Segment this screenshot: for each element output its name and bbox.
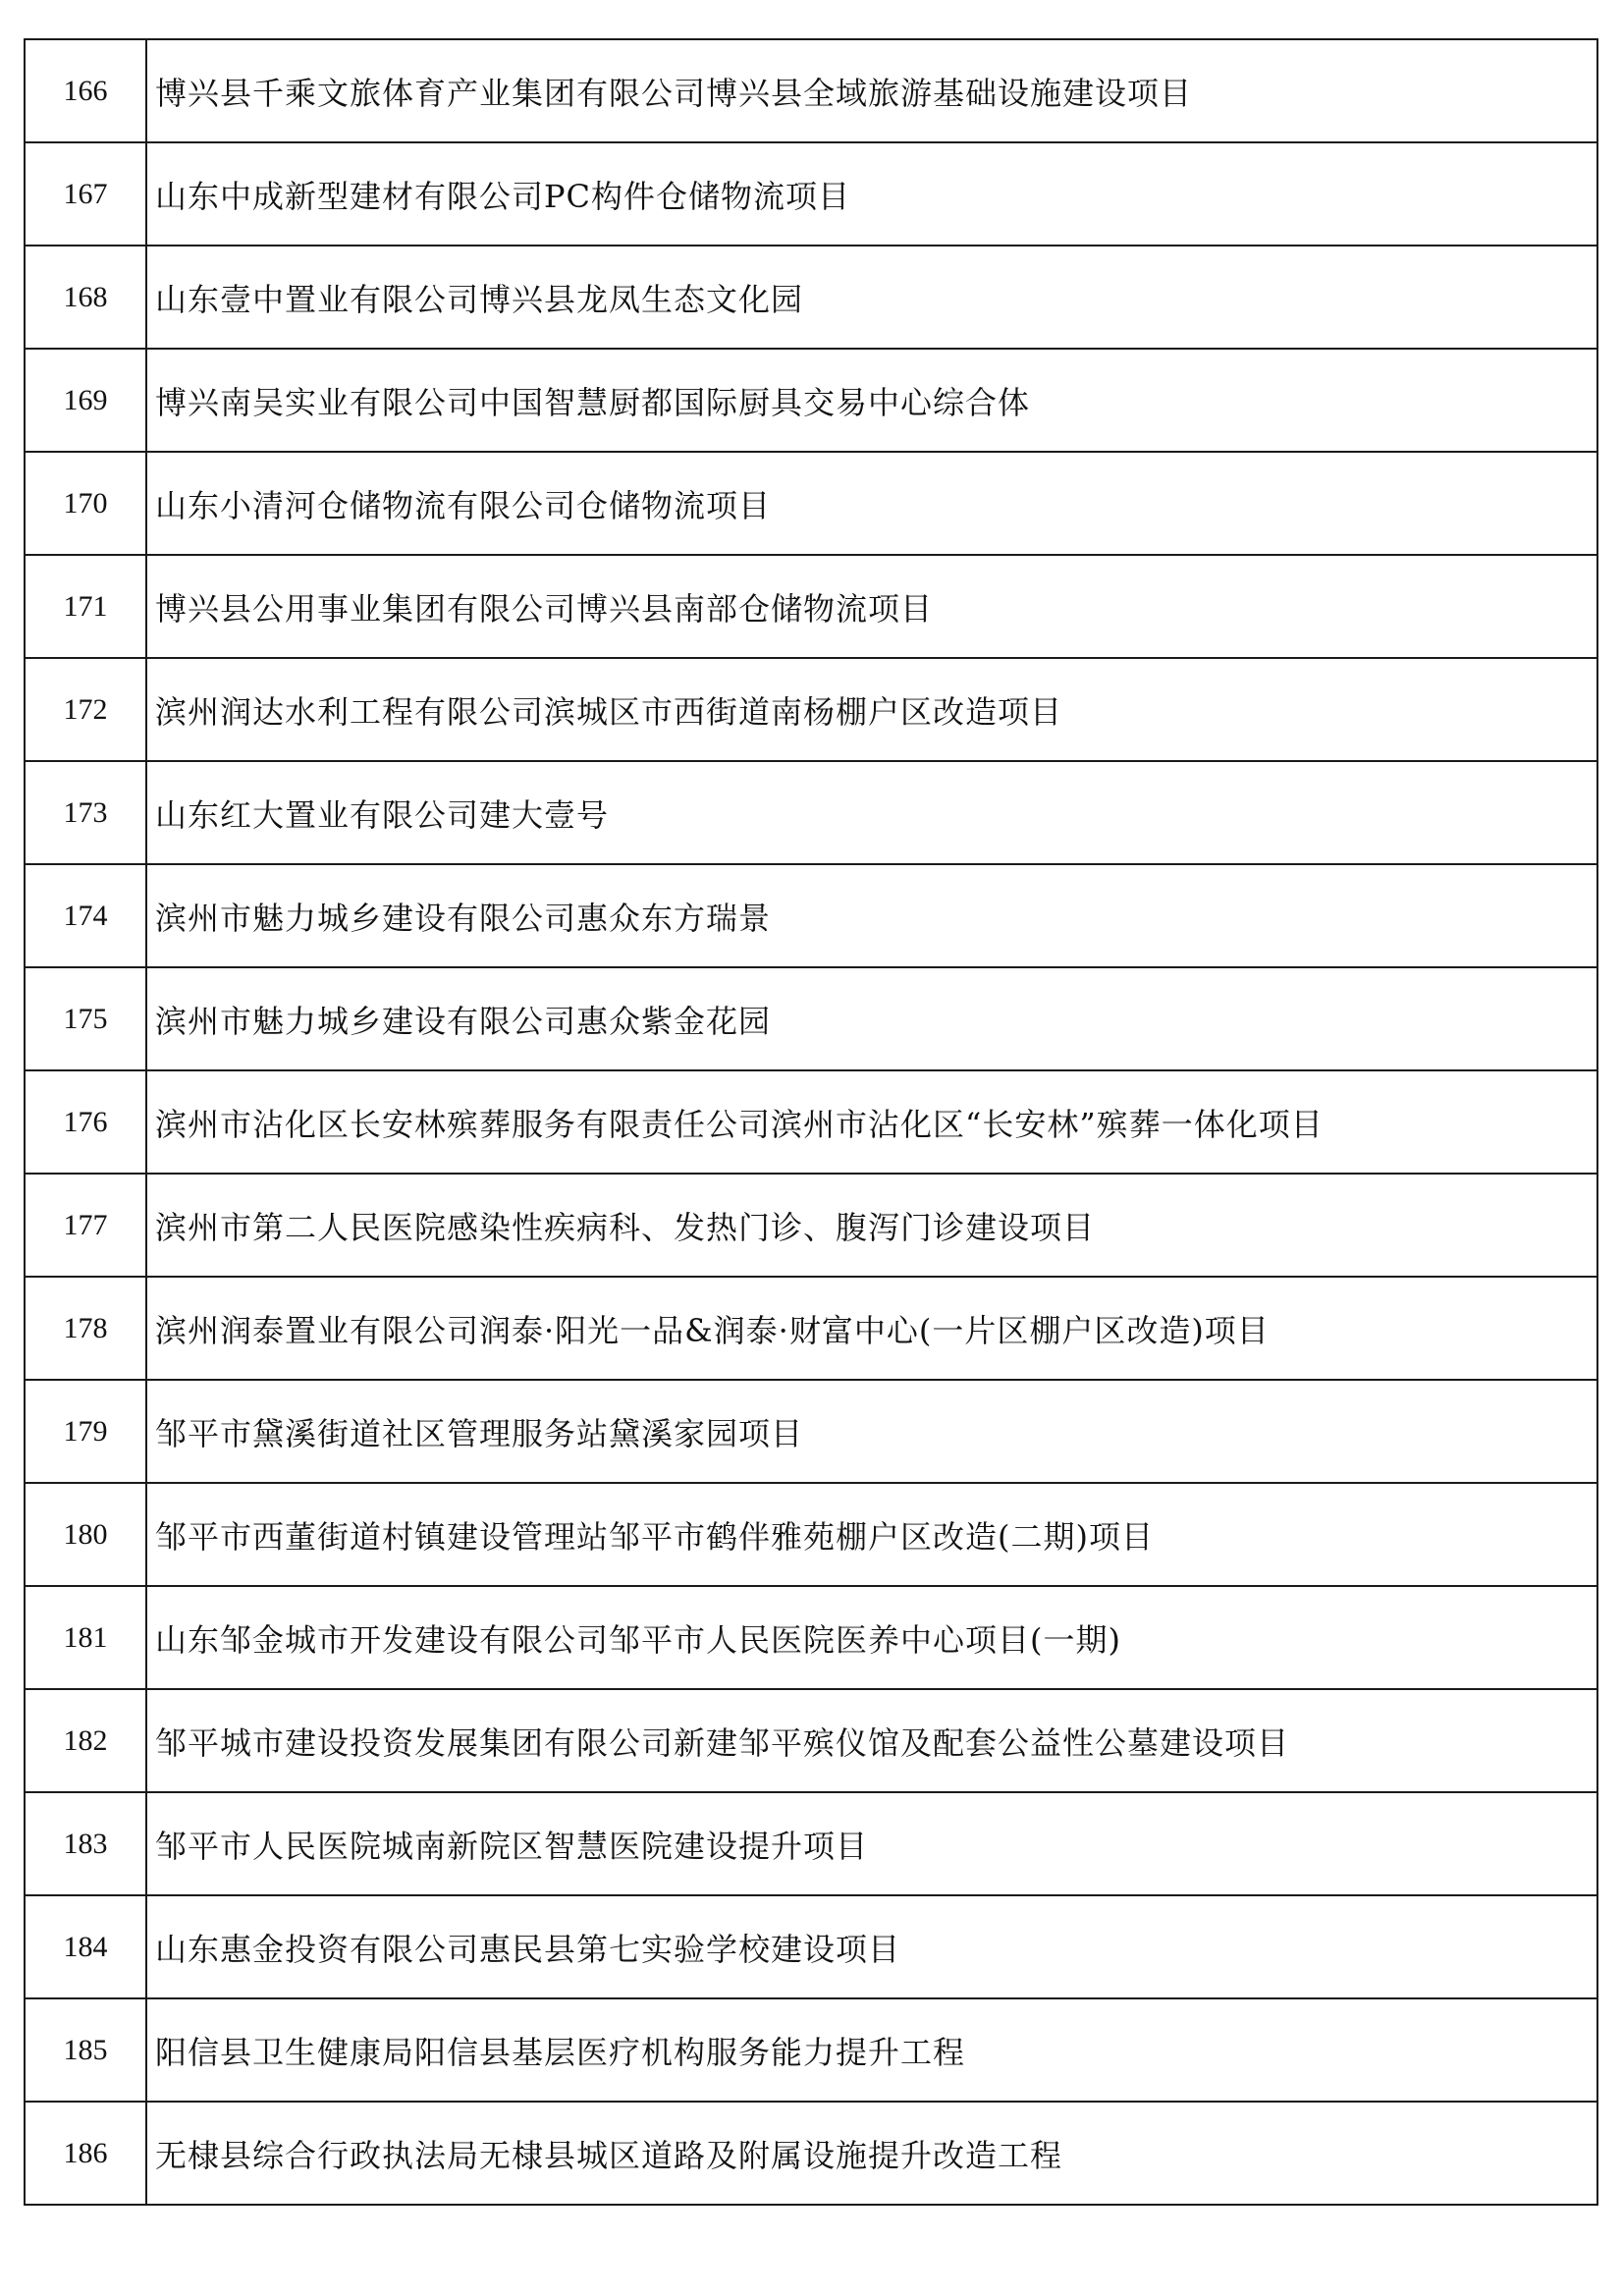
table-row — [25, 1070, 1597, 1174]
project-name-cell: 博兴县公用事业集团有限公司博兴县南部仓储物流项目 — [146, 555, 1597, 658]
row-number-cell: 183 — [25, 1792, 146, 1895]
table-row — [25, 1483, 1597, 1586]
table-row — [25, 2102, 1597, 2205]
project-name-cell: 邹平市人民医院城南新院区智慧医院建设提升项目 — [146, 1792, 1597, 1895]
project-table-container — [24, 38, 1598, 2206]
project-name-cell: 滨州市魅力城乡建设有限公司惠众紫金花园 — [146, 967, 1597, 1070]
project-name-cell: 邹平市黛溪街道社区管理服务站黛溪家园项目 — [146, 1380, 1597, 1483]
table-row — [25, 1895, 1597, 1998]
project-name-cell: 山东小清河仓储物流有限公司仓储物流项目 — [146, 452, 1597, 555]
row-number-cell: 181 — [25, 1586, 146, 1689]
table-row — [25, 452, 1597, 555]
table-row — [25, 349, 1597, 452]
row-number-cell: 168 — [25, 246, 146, 349]
row-number-cell: 180 — [25, 1483, 146, 1586]
row-number-cell: 185 — [25, 1998, 146, 2102]
project-name-cell: 邹平城市建设投资发展集团有限公司新建邹平殡仪馆及配套公益性公墓建设项目 — [146, 1689, 1597, 1792]
project-name-cell: 山东邹金城市开发建设有限公司邹平市人民医院医养中心项目(一期) — [146, 1586, 1597, 1689]
project-name-cell: 博兴南吴实业有限公司中国智慧厨都国际厨具交易中心综合体 — [146, 349, 1597, 452]
project-name-cell: 阳信县卫生健康局阳信县基层医疗机构服务能力提升工程 — [146, 1998, 1597, 2102]
project-table — [24, 38, 1598, 2206]
project-name-cell: 滨州润达水利工程有限公司滨城区市西街道南杨棚户区改造项目 — [146, 658, 1597, 761]
row-number-cell: 182 — [25, 1689, 146, 1792]
table-row — [25, 1277, 1597, 1380]
project-name-cell: 滨州市第二人民医院感染性疾病科、发热门诊、腹泻门诊建设项目 — [146, 1174, 1597, 1277]
row-number-cell: 167 — [25, 142, 146, 246]
table-row — [25, 1998, 1597, 2102]
project-name-cell: 滨州市魅力城乡建设有限公司惠众东方瑞景 — [146, 864, 1597, 967]
row-number-cell: 176 — [25, 1070, 146, 1174]
table-row — [25, 761, 1597, 864]
row-number-cell: 175 — [25, 967, 146, 1070]
project-table-body — [25, 39, 1597, 2205]
table-row — [25, 1174, 1597, 1277]
row-number-cell: 172 — [25, 658, 146, 761]
table-row — [25, 555, 1597, 658]
project-name-cell: 无棣县综合行政执法局无棣县城区道路及附属设施提升改造工程 — [146, 2102, 1597, 2205]
project-name-cell: 山东惠金投资有限公司惠民县第七实验学校建设项目 — [146, 1895, 1597, 1998]
table-row — [25, 967, 1597, 1070]
project-name-cell: 山东中成新型建材有限公司PC构件仓储物流项目 — [146, 142, 1597, 246]
project-name-cell: 滨州润泰置业有限公司润泰·阳光一品&润泰·财富中心(一片区棚户区改造)项目 — [146, 1277, 1597, 1380]
table-row — [25, 246, 1597, 349]
table-row — [25, 1380, 1597, 1483]
row-number-cell: 166 — [25, 39, 146, 142]
table-row — [25, 864, 1597, 967]
row-number-cell: 174 — [25, 864, 146, 967]
row-number-cell: 179 — [25, 1380, 146, 1483]
row-number-cell: 186 — [25, 2102, 146, 2205]
row-number-cell: 173 — [25, 761, 146, 864]
row-number-cell: 177 — [25, 1174, 146, 1277]
row-number-cell: 178 — [25, 1277, 146, 1380]
project-name-cell: 山东壹中置业有限公司博兴县龙凤生态文化园 — [146, 246, 1597, 349]
row-number-cell: 170 — [25, 452, 146, 555]
table-row — [25, 1792, 1597, 1895]
table-row — [25, 1586, 1597, 1689]
table-row — [25, 39, 1597, 142]
project-name-cell: 山东红大置业有限公司建大壹号 — [146, 761, 1597, 864]
row-number-cell: 171 — [25, 555, 146, 658]
project-name-cell: 邹平市西董街道村镇建设管理站邹平市鹤伴雅苑棚户区改造(二期)项目 — [146, 1483, 1597, 1586]
row-number-cell: 184 — [25, 1895, 146, 1998]
table-row — [25, 658, 1597, 761]
project-name-cell: 博兴县千乘文旅体育产业集团有限公司博兴县全域旅游基础设施建设项目 — [146, 39, 1597, 142]
row-number-cell: 169 — [25, 349, 146, 452]
project-name-cell: 滨州市沾化区长安林殡葬服务有限责任公司滨州市沾化区“长安林”殡葬一体化项目 — [146, 1070, 1597, 1174]
table-row — [25, 142, 1597, 246]
table-row — [25, 1689, 1597, 1792]
